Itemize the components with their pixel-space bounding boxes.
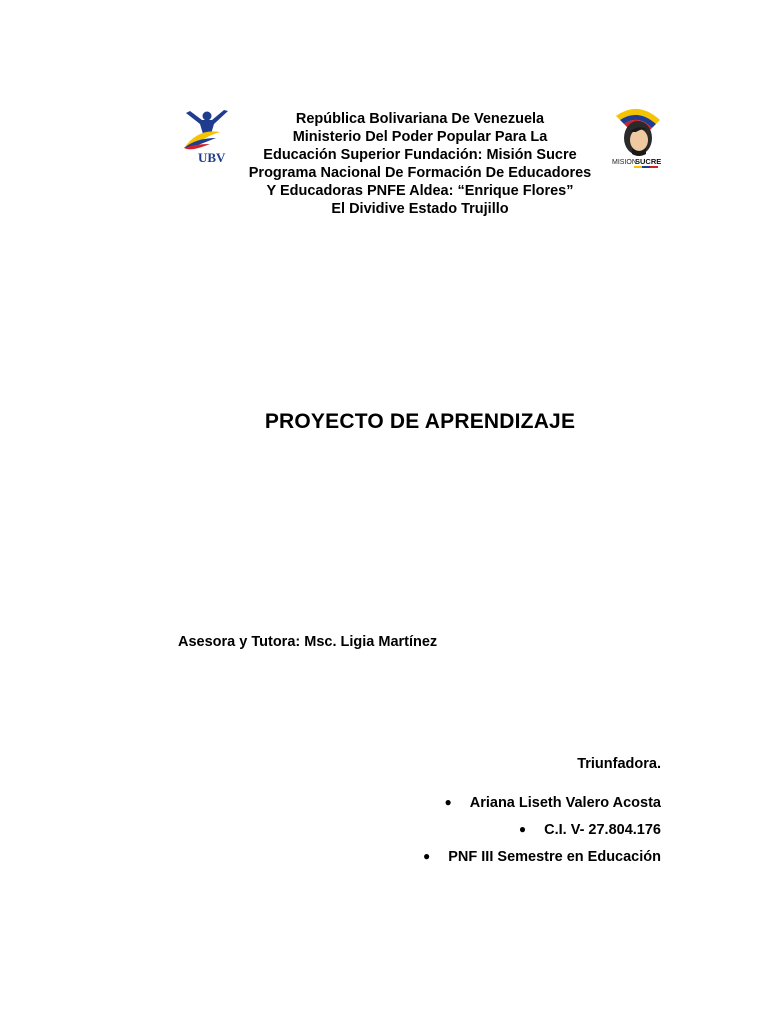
student-name: Ariana Liseth Valero Acosta bbox=[469, 795, 661, 811]
student-info-list bbox=[423, 793, 661, 874]
list-item bbox=[423, 793, 661, 820]
header-line: Programa Nacional De Formación De Educadores bbox=[248, 165, 592, 181]
header-line: República Bolivariana De Venezuela bbox=[295, 111, 545, 127]
header-line: El Dividive Estado Trujillo bbox=[331, 201, 509, 217]
list-item bbox=[423, 820, 661, 847]
header-line: Y Educadoras PNFE Aldea: “Enrique Flores” bbox=[266, 183, 574, 199]
student-id: C.I. V- 27.804.176 bbox=[544, 822, 661, 838]
student-program: PNF III Semestre en Educación bbox=[448, 849, 661, 865]
winner-label: Triunfadora. bbox=[577, 756, 661, 772]
mision-text: MISION bbox=[612, 159, 637, 166]
list-item bbox=[423, 847, 661, 874]
header-line: Educación Superior Fundación: Misión Sucre bbox=[263, 147, 577, 163]
bullet-icon: ● bbox=[444, 795, 452, 809]
mision-sucre-logo bbox=[608, 106, 668, 174]
institution-header bbox=[230, 110, 610, 218]
advisor-line: Asesora y Tutora: Msc. Ligia Martínez bbox=[178, 634, 438, 650]
ubv-logo-text: UBV bbox=[198, 150, 226, 165]
document-title: PROYECTO DE APRENDIZAJE bbox=[264, 410, 576, 433]
sucre-text: SUCRE bbox=[635, 157, 662, 166]
ubv-logo bbox=[180, 108, 232, 168]
bullet-icon: ● bbox=[518, 822, 527, 836]
header-line: Ministerio Del Poder Popular Para La bbox=[292, 129, 548, 145]
bullet-icon: ● bbox=[423, 849, 431, 863]
